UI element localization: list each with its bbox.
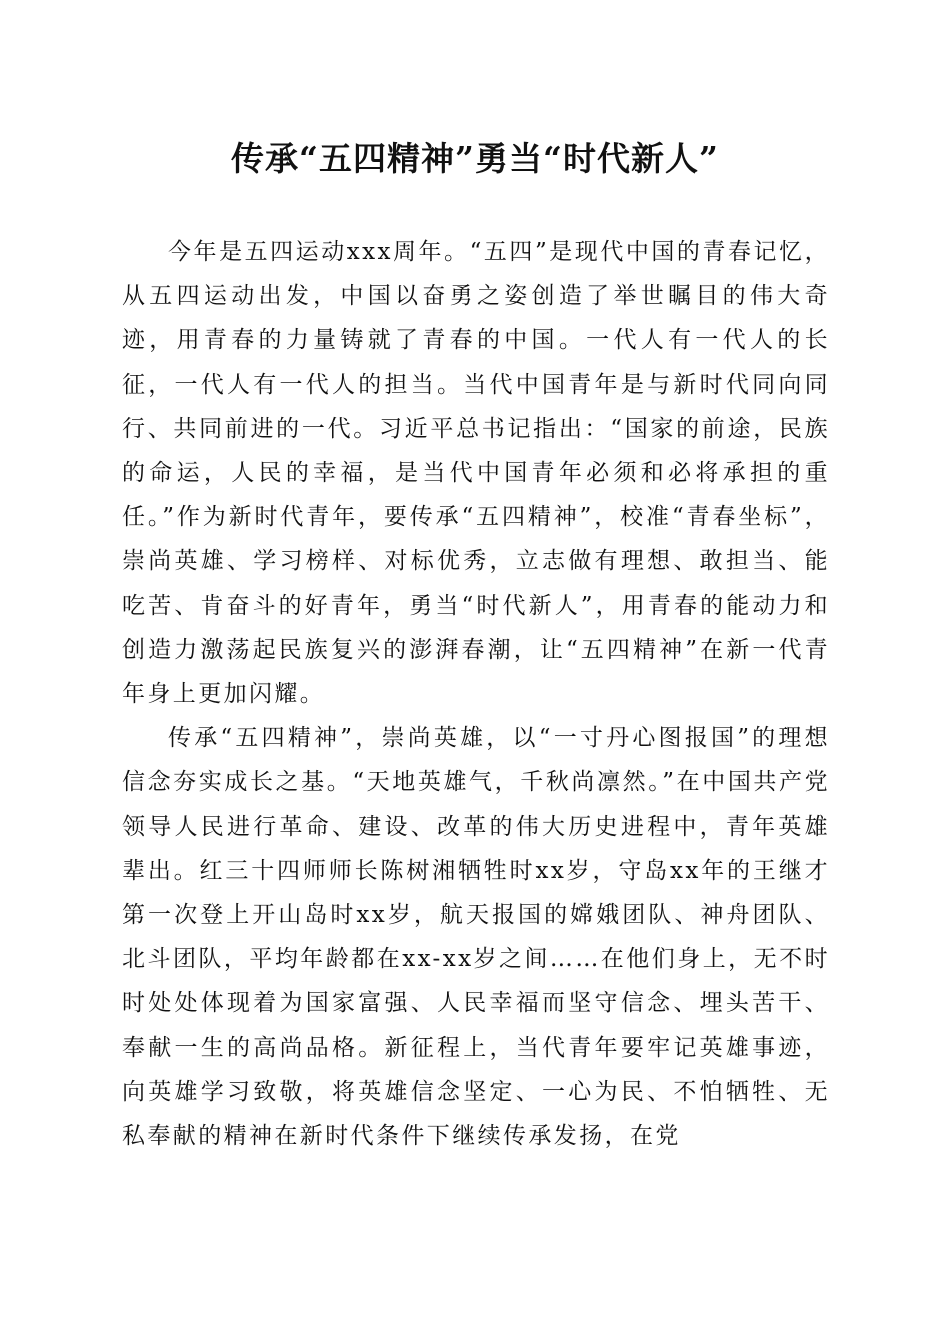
paragraph-1: 今年是五四运动xxx周年。“五四”是现代中国的青春记忆，从五四运动出发，中国以奋勇之姿创造了举世瞩目的伟大奇迹，用青春的力量铸就了青春的中国。一代人有一代人的长征，一代人有一代人的担当。当代中国青年是与新时代同向同行、共同前进的一代。习近平总书记指出：“国家的前途，民族的命运，人民的幸福，是当代中国青年必须和必将承担的重任。”作为新时代青年，要传承“五四精神”，校准“青春坐标”，崇尚英雄、学习榜样、对标优秀，立志做有理想、敢担当、能吃苦、肯奋斗的好青年，勇当“时代新人”，用青春的能动力和创造力激荡起民族复兴的澎湃春潮，让“五四精神”在新一代青年身上更加闪耀。 (122, 239, 830, 708)
document-body (122, 230, 830, 1158)
document-title: 传承“五四精神”勇当“时代新人” (231, 139, 719, 178)
paragraph-2: 传承“五四精神”，崇尚英雄，以“一寸丹心图报国”的理想信念夯实成长之基。“天地英雄气，千秋尚凛然。”在中国共产党领导人民进行革命、建设、改革的伟大历史进程中，青年英雄辈出。红三十四师师长陈树湘牺牲时xx岁，守岛xx年的王继才第一次登上开山岛时xx岁，航天报国的嫦娥团队、神舟团队、北斗团队，平均年龄都在xx-xx岁之间……在他们身上，无不时时处处体现着为国家富强、人民幸福而坚守信念、埋头苦干、奉献一生的高尚品格。新征程上，当代青年要牢记英雄事迹，向英雄学习致敬，将英雄信念坚定、一心为民、不怕牺牲、无私奉献的精神在新时代条件下继续传承发扬，在党 (122, 725, 830, 1150)
